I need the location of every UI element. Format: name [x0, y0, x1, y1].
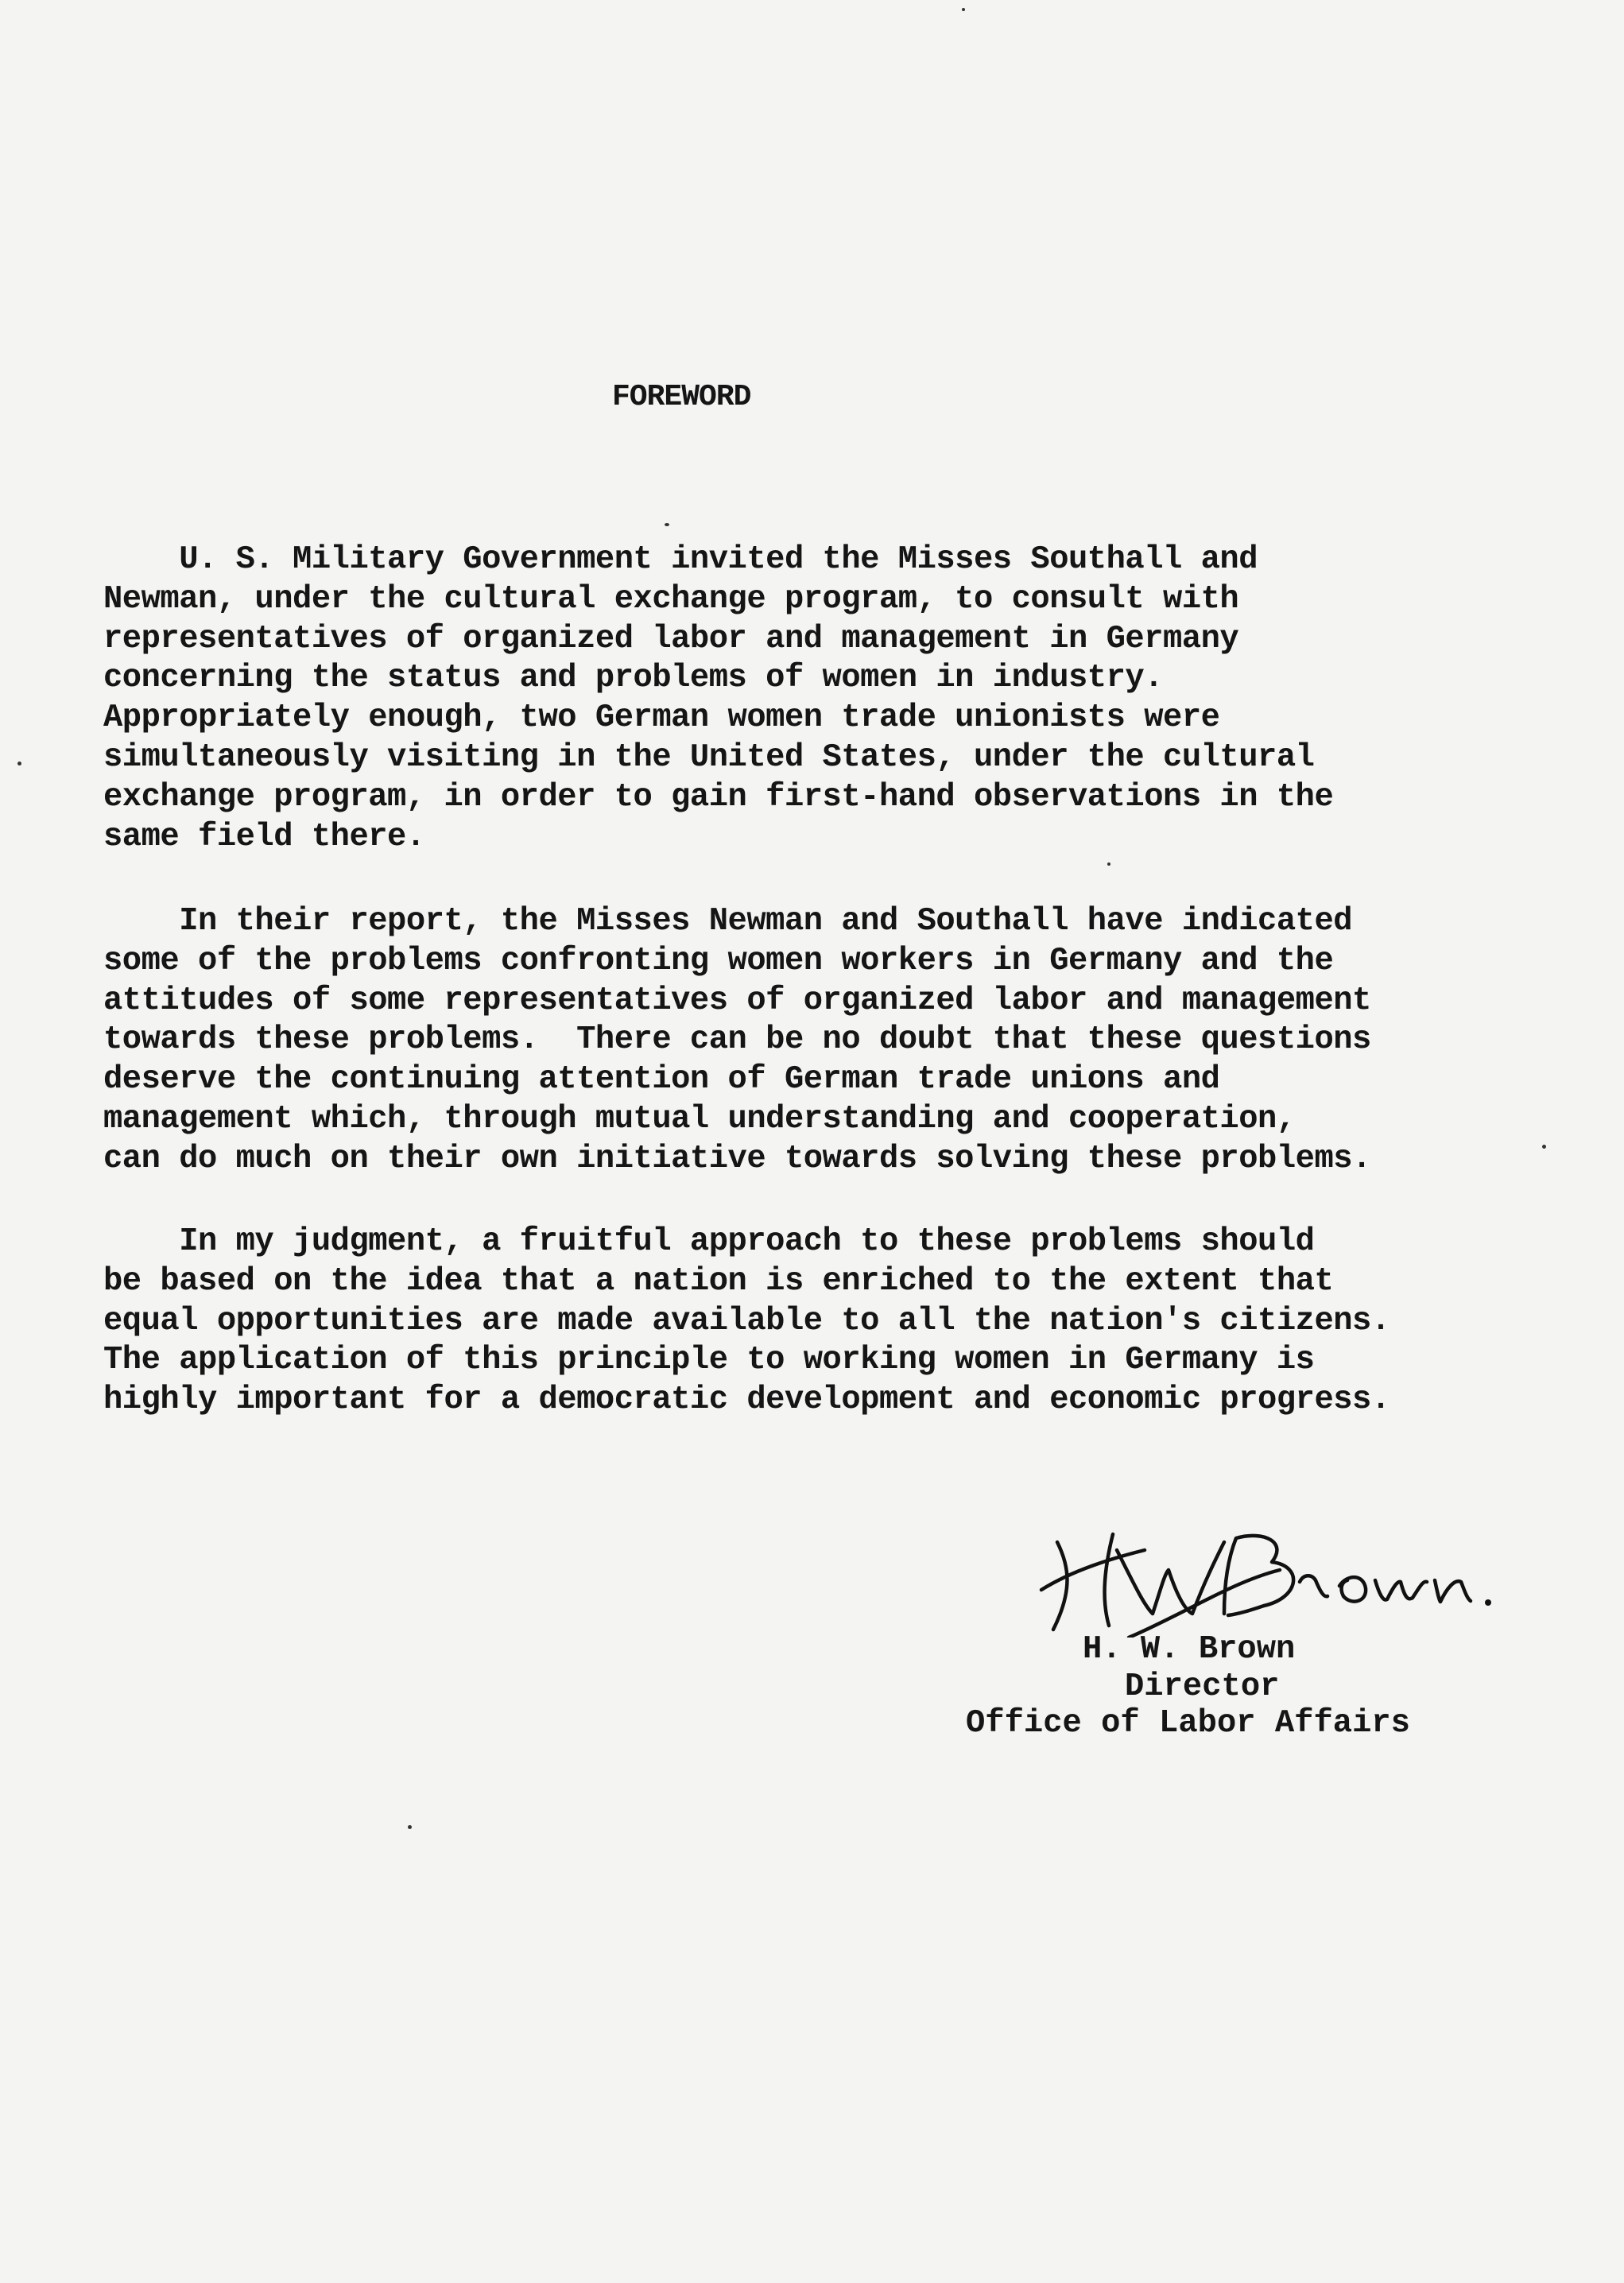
- paragraph-line: highly important for a democratic development and economic progress.: [103, 1382, 1390, 1419]
- paragraph-line: same field there.: [103, 818, 425, 855]
- paper-speck: [1542, 1145, 1546, 1149]
- paragraph-line: In my judgment, a fruitful approach to these problems should: [103, 1223, 1315, 1260]
- paragraph-line: deserve the continuing attention of German trade unions and: [103, 1061, 1220, 1099]
- paragraph-line: representatives of organized labor and management in Germany: [103, 620, 1239, 657]
- handwritten-signature: [1025, 1494, 1582, 1638]
- paper-speck: [665, 523, 669, 526]
- paragraph-line: The application of this principle to working women in Germany is: [103, 1342, 1315, 1379]
- paragraph-line: be based on the idea that a nation is enriched to the extent that: [103, 1262, 1334, 1300]
- paragraph-line: Appropriately enough, two German women trade unionists were: [103, 700, 1220, 737]
- signatory-office: Office of Labor Affairs: [966, 1705, 1410, 1742]
- paragraph-1: [103, 541, 1333, 857]
- paragraph-line: simultaneously visiting in the United States, under the cultural: [103, 738, 1315, 776]
- signatory-name: H. W. Brown: [1083, 1631, 1296, 1668]
- page-title: FOREWORD: [612, 380, 751, 414]
- paper-speck: [1107, 862, 1110, 866]
- paper-speck: [962, 8, 965, 11]
- paragraph-line: In their report, the Misses Newman and Southall have indicated: [103, 903, 1353, 940]
- paragraph-line: concerning the status and problems of women in industry.: [103, 660, 1164, 697]
- paragraph-2: [103, 902, 1371, 1180]
- signatory-position: Director: [1125, 1669, 1280, 1705]
- paper-speck: [17, 762, 21, 766]
- paragraph-line: attitudes of some representatives of organized labor and management: [103, 982, 1371, 1019]
- paragraph-line: some of the problems confronting women workers in Germany and the: [103, 942, 1334, 979]
- paper-speck: [408, 1825, 412, 1829]
- paragraph-line: equal opportunities are made available to all the nation's citizens.: [103, 1302, 1390, 1339]
- paragraph-line: management which, through mutual understanding and cooperation,: [103, 1100, 1296, 1138]
- paragraph-line: U. S. Military Government invited the Misses Southall and: [103, 541, 1258, 578]
- paragraph-line: Newman, under the cultural exchange program, to consult with: [103, 580, 1239, 618]
- paragraph-line: can do much on their own initiative towards solving these problems.: [103, 1140, 1371, 1177]
- paragraph-line: towards these problems. There can be no doubt that these questions: [103, 1021, 1371, 1059]
- paragraph-3: [103, 1223, 1390, 1421]
- paragraph-line: exchange program, in order to gain first-hand observations in the: [103, 778, 1334, 816]
